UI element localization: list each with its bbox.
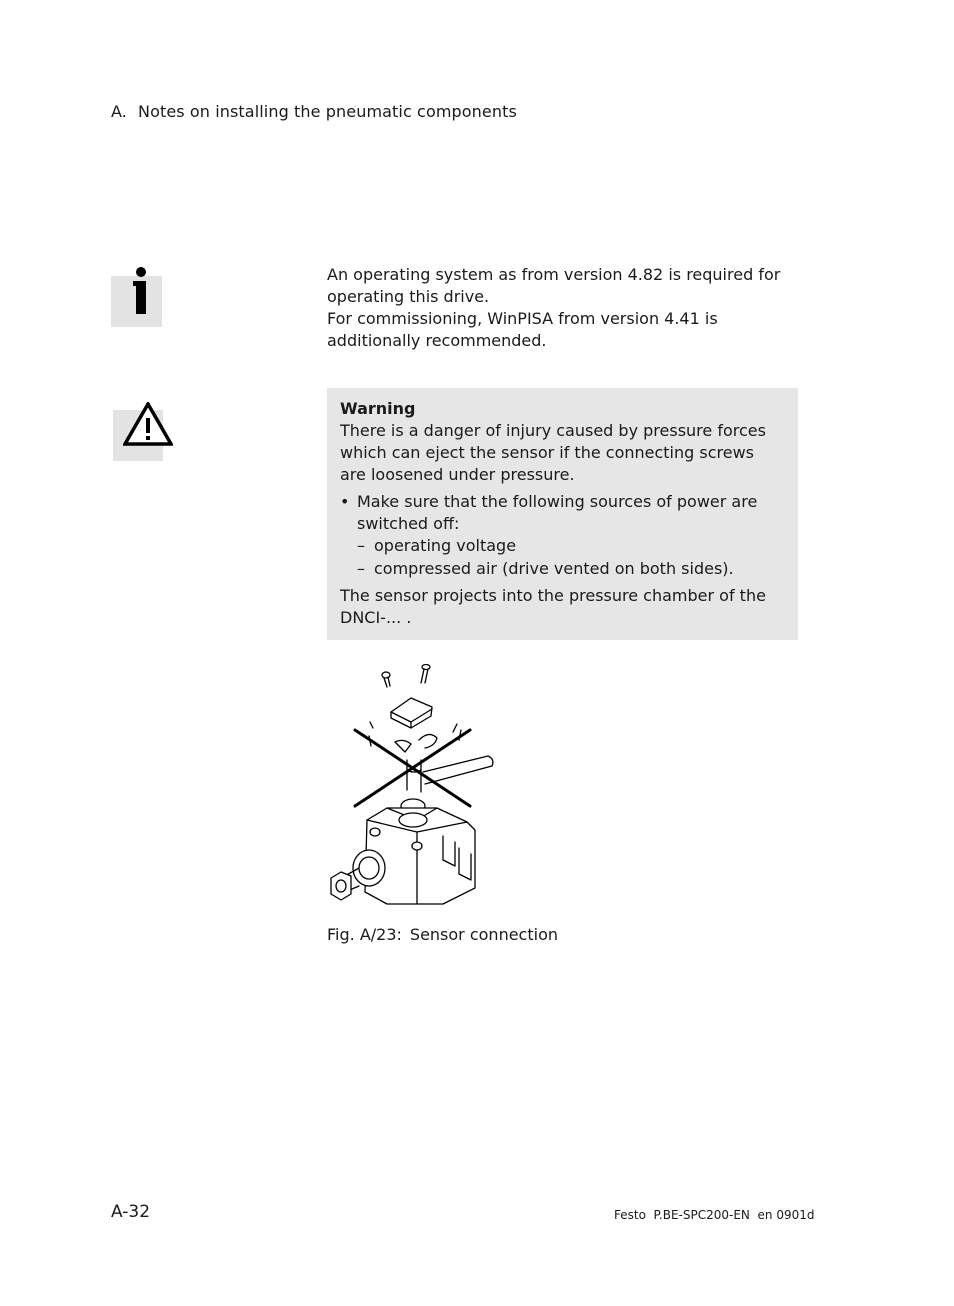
section-header xyxy=(111,102,517,121)
sub-item-text: compressed air (drive vented on both sides). xyxy=(374,559,734,578)
info-note-text xyxy=(327,264,807,352)
info-icon xyxy=(111,276,162,327)
warning-box xyxy=(327,388,798,640)
section-number: A. xyxy=(111,102,127,121)
info-line: For commissioning, WinPISA from version 4.41 is additionally recommended. xyxy=(327,309,718,350)
warning-body: There is a danger of injury caused by pressure forces which can eject the sensor if the connecting screws are loosened under pressure. xyxy=(340,421,766,484)
info-line: An operating system as from version 4.82 is required for operating this drive. xyxy=(327,265,781,306)
sub-item-text: operating voltage xyxy=(374,536,517,555)
document-reference: Festo P.BE-SPC200-EN en 0901d xyxy=(614,1208,815,1222)
figure-caption xyxy=(327,925,558,944)
sensor-connection-illustration xyxy=(325,660,500,915)
dash-marker: – xyxy=(357,536,365,555)
warning-triangle-icon xyxy=(113,410,163,461)
page-number: A-32 xyxy=(111,1202,151,1222)
warning-title: Warning xyxy=(340,399,416,418)
figure-caption-label: Fig. A/23: xyxy=(327,925,402,944)
sub-item xyxy=(357,558,780,580)
section-title: Notes on installing the pneumatic components xyxy=(138,102,517,121)
warning-note: The sensor projects into the pressure chamber of the DNCI-... . xyxy=(340,586,766,627)
screw-icon xyxy=(421,665,430,684)
figure-caption-text: Sensor connection xyxy=(409,925,558,944)
dash-marker: – xyxy=(357,559,365,578)
warning-bullet xyxy=(340,491,780,580)
bullet-text: Make sure that the following sources of power are switched off: xyxy=(357,492,758,533)
bullet-marker: • xyxy=(340,492,350,511)
sub-item xyxy=(357,535,780,557)
screw-icon xyxy=(382,672,390,687)
